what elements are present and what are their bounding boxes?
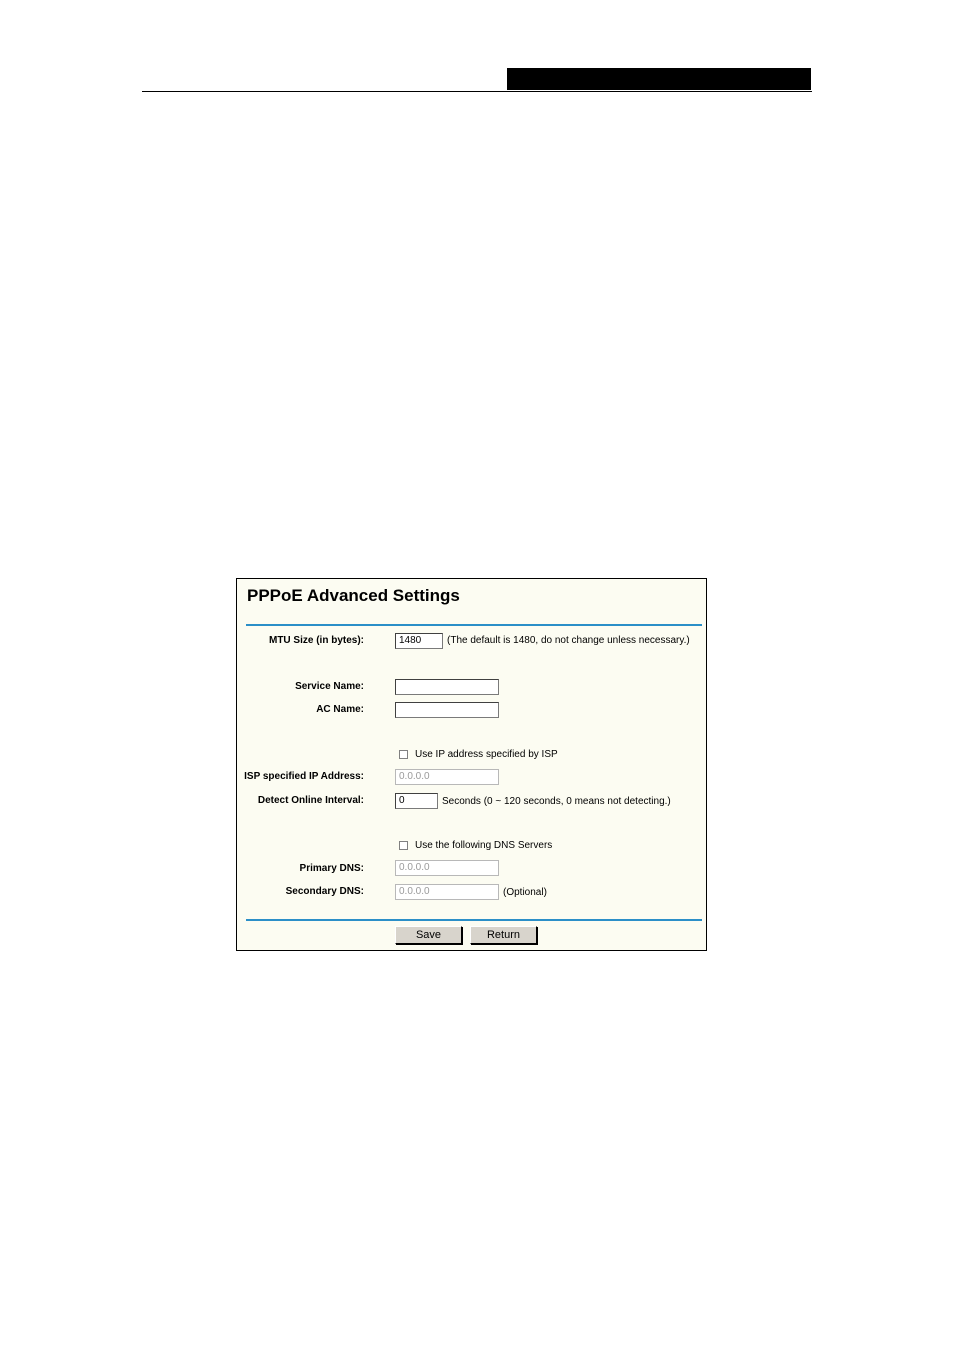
- page-title: PPPoE Advanced Settings: [247, 586, 460, 605]
- detect-interval-input[interactable]: 0: [395, 793, 438, 809]
- secondary-dns-note: (Optional): [503, 887, 547, 898]
- dns-checkbox-label: Use the following DNS Servers: [415, 840, 553, 851]
- service-name-label: Service Name:: [295, 681, 364, 692]
- top-divider: [246, 624, 702, 626]
- page-header-rule: [142, 91, 812, 92]
- mtu-label: MTU Size (in bytes):: [268, 635, 364, 646]
- mtu-note: (The default is 1480, do not change unless necessary.): [447, 635, 690, 646]
- return-button[interactable]: Return: [470, 926, 537, 944]
- ac-name-input[interactable]: [395, 702, 499, 718]
- service-name-input[interactable]: [395, 679, 499, 695]
- primary-dns-input[interactable]: 0.0.0.0: [395, 860, 499, 876]
- bottom-divider: [246, 919, 702, 921]
- detect-interval-note: Seconds (0 ~ 120 seconds, 0 means not detecting.): [442, 796, 671, 807]
- dns-checkbox-row[interactable]: [399, 840, 552, 851]
- ac-name-label: AC Name:: [316, 704, 364, 715]
- mtu-input[interactable]: 1480: [395, 633, 443, 649]
- isp-ip-label: ISP specified IP Address:: [244, 771, 364, 782]
- dns-checkbox[interactable]: [399, 841, 408, 850]
- primary-dns-label: Primary DNS:: [299, 863, 364, 874]
- secondary-dns-label: Secondary DNS:: [285, 886, 364, 897]
- pppoe-advanced-settings-panel: [236, 578, 707, 951]
- page-header-bar: [507, 68, 811, 90]
- isp-ip-checkbox-label: Use IP address specified by ISP: [415, 749, 558, 760]
- isp-ip-input[interactable]: 0.0.0.0: [395, 769, 499, 785]
- secondary-dns-input[interactable]: 0.0.0.0: [395, 884, 499, 900]
- detect-interval-label: Detect Online Interval:: [257, 795, 364, 806]
- save-button[interactable]: Save: [395, 926, 462, 944]
- isp-ip-checkbox-row[interactable]: [399, 749, 558, 760]
- isp-ip-checkbox[interactable]: [399, 750, 408, 759]
